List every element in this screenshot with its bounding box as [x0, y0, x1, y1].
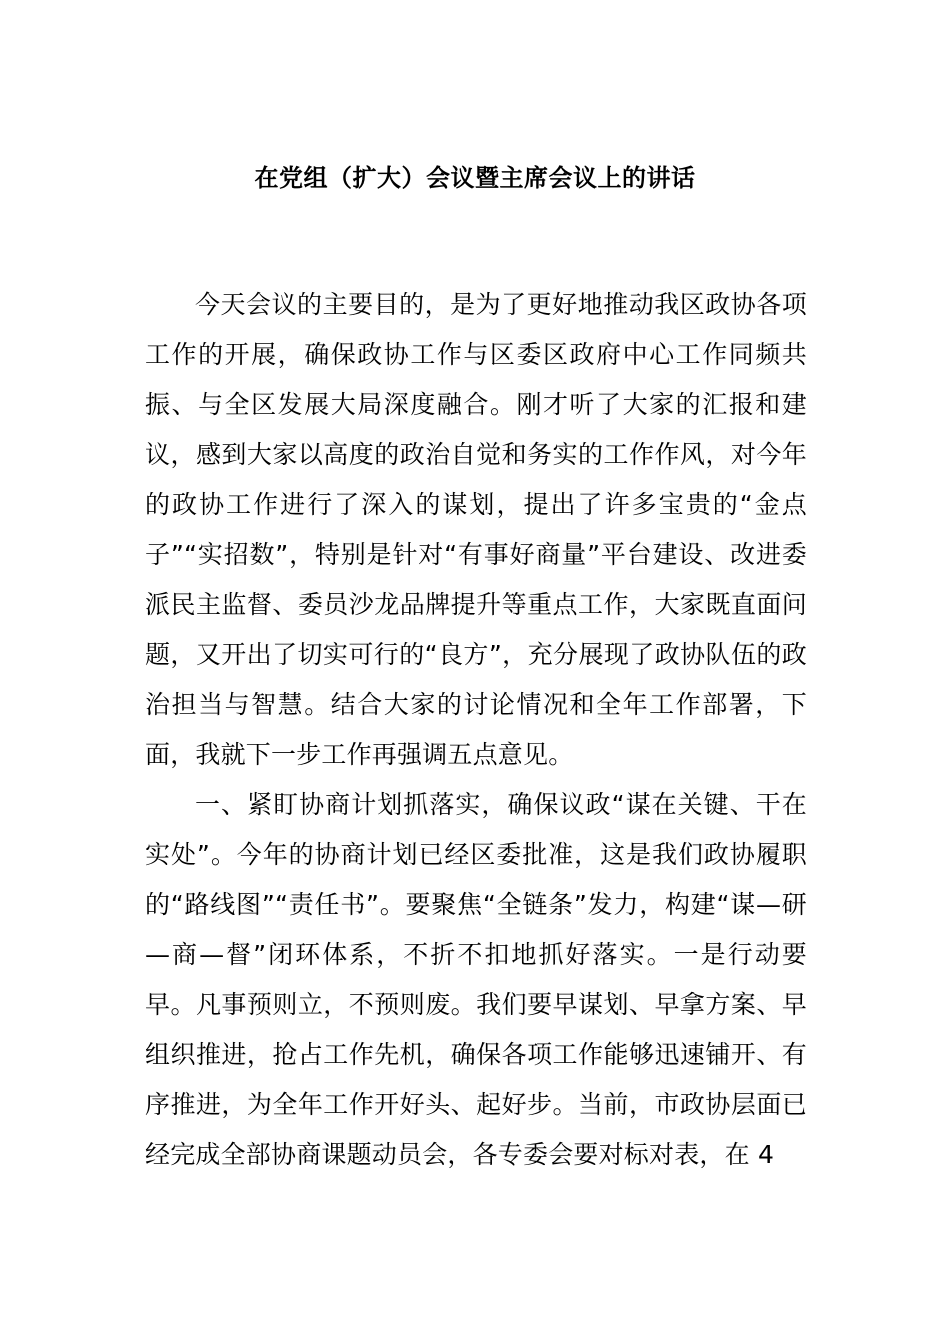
- paragraph-intro: 今天会议的主要目的，是为了更好地推动我区政协各项工作的开展，确保政协工作与区委区政府中心工作同频共振、与全区发展大局深度融合。刚才听了大家的汇报和建议，感到大家以高度的政治自觉和务实的工作作风，对今年的政协工作进行了深入的谋划，提出了许多宝贵的“金点子”“实招数”，特别是针对“有事好商量”平台建设、改进委派民主监督、委员沙龙品牌提升等重点工作，大家既直面问题，又开出了切实可行的“良方”，充分展现了政协队伍的政治担当与智慧。结合大家的讨论情况和全年工作部署，下面，我就下一步工作再强调五点意见。: [145, 290, 807, 769]
- paragraph-point-one: 一、紧盯协商计划抓落实，确保议政“谋在关键、干在实处”。今年的协商计划已经区委批准，这是我们政协履职的“路线图”“责任书”。要聚焦“全链条”发力，构建“谋—研—商—督”闭环体系，不折不扣地抓好落实。一是行动要早。凡事预则立，不预则废。我们要早谋划、早拿方案、早组织推进，抢占工作先机，确保各项工作能够迅速铺开、有序推进，为全年工作开好头、起好步。当前，市政协层面已经完成全部协商课题动员会，各专委会要对标对表，在 4: [145, 790, 807, 1169]
- document-body: [145, 280, 807, 1180]
- document-title: 在党组（扩大）会议暨主席会议上的讲话: [254, 164, 696, 192]
